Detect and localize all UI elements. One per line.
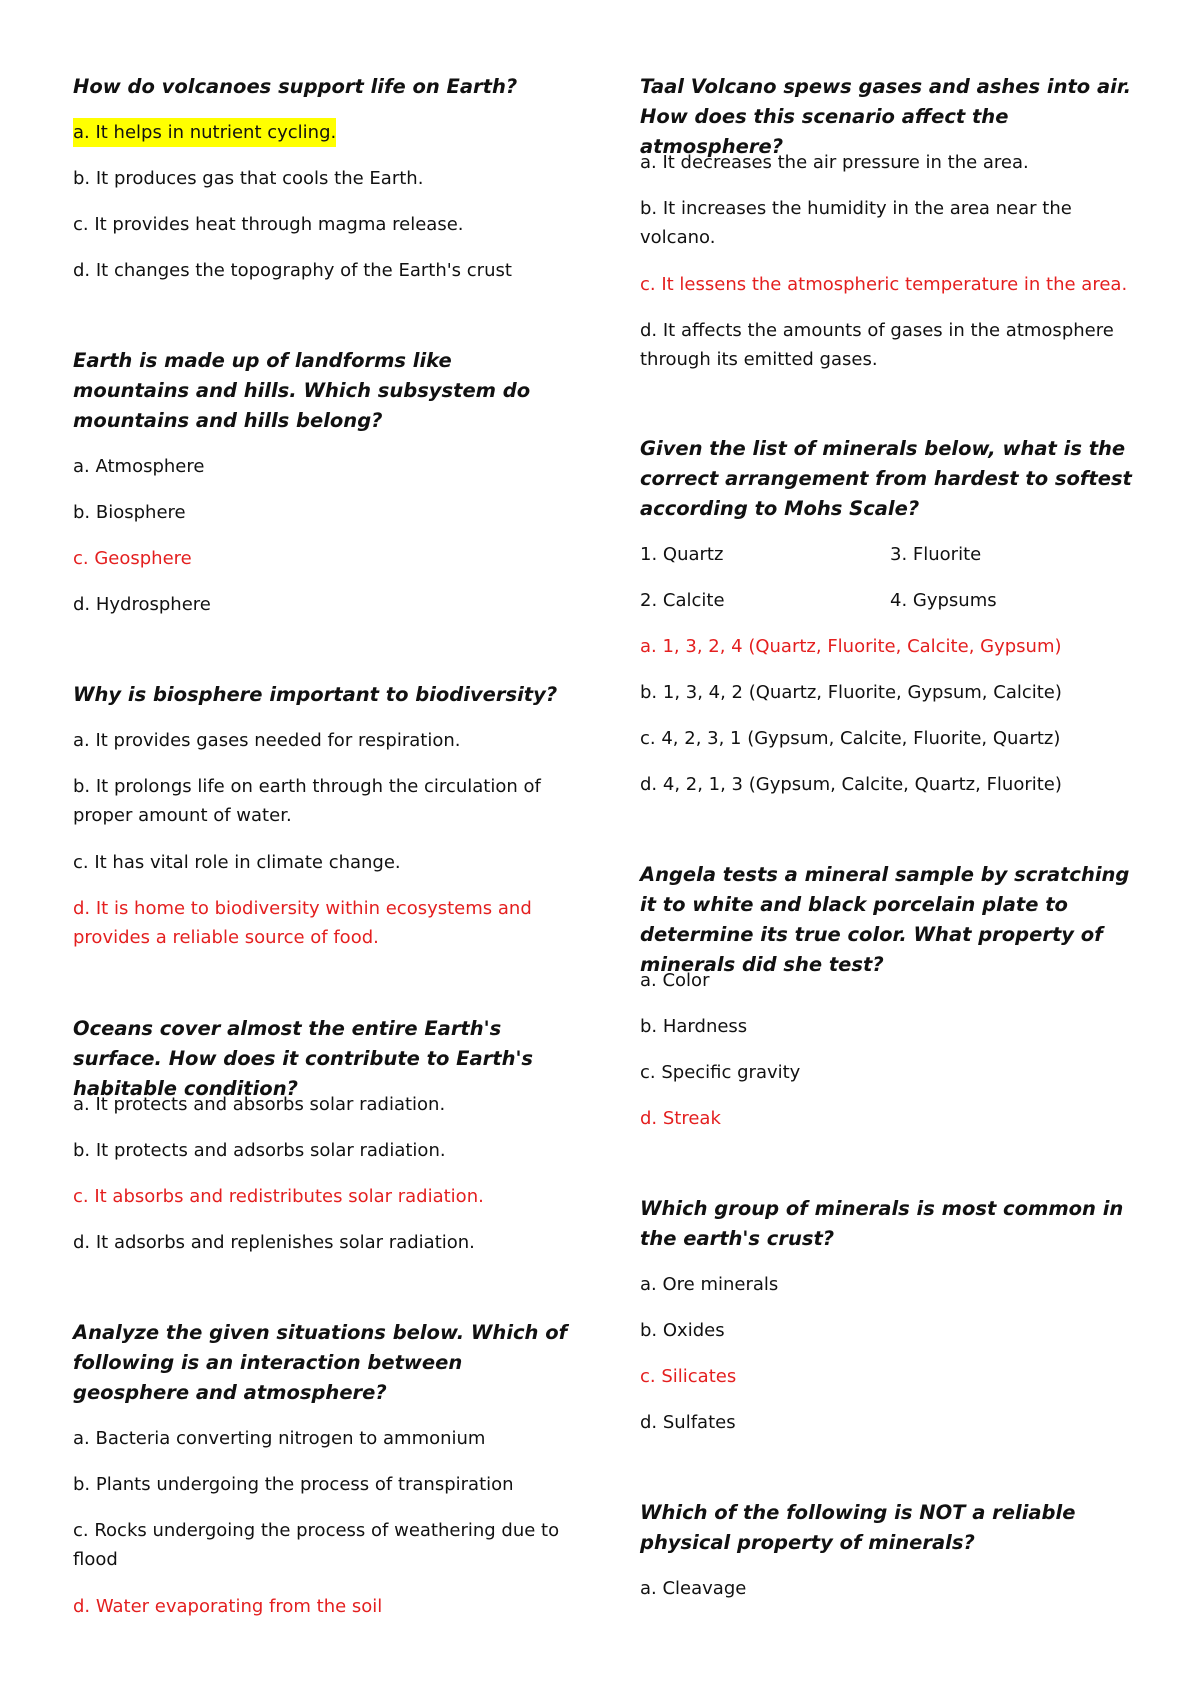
question-2: Earth is made up of landforms like mountains and hills. Which subsystem do mountains and hills belong? [73,349,531,432]
option-5d: d. Water evaporating from the soil [73,1596,383,1617]
option-9d: d. Sulfates [640,1412,736,1433]
mineral-list-item: 1. Quartz [640,544,724,565]
option-3a: a. It provides gases needed for respiration. [73,730,461,751]
option-5c: c. Rocks undergoing the process of weathering due to flood [73,1520,560,1570]
option-4a: a. It protects and absorbs solar radiation. [73,1094,446,1115]
option-10a: a. Cleavage [640,1578,747,1599]
question-9: Which group of minerals is most common in the earth's crust? [640,1197,1124,1250]
option-5b: b. Plants undergoing the process of transpiration [73,1474,514,1495]
option-9a: a. Ore minerals [640,1274,779,1295]
option-9c: c. Silicates [640,1366,737,1387]
option-9b: b. Oxides [640,1320,725,1341]
option-2d: d. Hydrosphere [73,594,211,615]
option-6c: c. It lessens the atmospheric temperature in the area. [640,274,1128,295]
option-7d: d. 4, 2, 1, 3 (Gypsum, Calcite, Quartz, Fluorite) [640,774,1062,795]
option-2a: a. Atmosphere [73,456,205,477]
option-8c: c. Specific gravity [640,1062,801,1083]
option-6a: a. It decreases the air pressure in the area. [640,152,1029,173]
question-6: Taal Volcano spews gases and ashes into air. How does this scenario affect the atmosphere? [640,75,1132,158]
option-3b: b. It prolongs life on earth through the circulation of proper amount of water. [73,776,541,826]
option-7a: a. 1, 3, 2, 4 (Quartz, Fluorite, Calcite, Gypsum) [640,636,1062,657]
option-4d: d. It adsorbs and replenishes solar radiation. [73,1232,475,1253]
question-7: Given the list of minerals below, what is the correct arrangement from hardest to softest according to Mohs Scale? [640,437,1132,520]
option-6b: b. It increases the humidity in the area near the volcano. [640,198,1072,248]
option-5a: a. Bacteria converting nitrogen to ammonium [73,1428,486,1449]
question-3: Why is biosphere important to biodiversity? [73,683,558,706]
option-3c: c. It has vital role in climate change. [73,852,401,873]
option-8b: b. Hardness [640,1016,748,1037]
question-5: Analyze the given situations below. Which of following is an interaction between geosphere and atmosphere? [73,1321,568,1404]
question-1: How do volcanoes support life on Earth? [73,75,518,98]
option-2b: b. Biosphere [73,502,186,523]
option-4c: c. It absorbs and redistributes solar radiation. [73,1186,484,1207]
option-4b: b. It protects and adsorbs solar radiation. [73,1140,446,1161]
question-4: Oceans cover almost the entire Earth's surface. How does it contribute to Earth's habitable condition? [73,1017,534,1100]
option-1c: c. It provides heat through magma release. [73,214,464,235]
option-1d: d. It changes the topography of the Earth's crust [73,260,512,281]
option-1a: a. It helps in nutrient cycling. [73,118,336,147]
option-2c: c. Geosphere [73,548,192,569]
mineral-list-item: 4. Gypsums [890,590,997,611]
option-3d: d. It is home to biodiversity within ecosystems and provides a reliable source of food. [73,898,532,948]
option-7c: c. 4, 2, 3, 1 (Gypsum, Calcite, Fluorite, Quartz) [640,728,1061,749]
option-7b: b. 1, 3, 4, 2 (Quartz, Fluorite, Gypsum, Calcite) [640,682,1062,703]
option-8d: d. Streak [640,1108,721,1129]
option-8a: a. Color [640,970,710,991]
option-6d: d. It affects the amounts of gases in the atmosphere through its emitted gases. [640,320,1114,370]
mineral-list-item: 3. Fluorite [890,544,982,565]
question-10: Which of the following is NOT a reliable physical property of minerals? [640,1501,1076,1554]
option-1b: b. It produces gas that cools the Earth. [73,168,424,189]
question-8: Angela tests a mineral sample by scratching it to white and black porcelain plate to determine its true color. What property of minerals did she test? [640,863,1130,976]
mineral-list-item: 2. Calcite [640,590,725,611]
